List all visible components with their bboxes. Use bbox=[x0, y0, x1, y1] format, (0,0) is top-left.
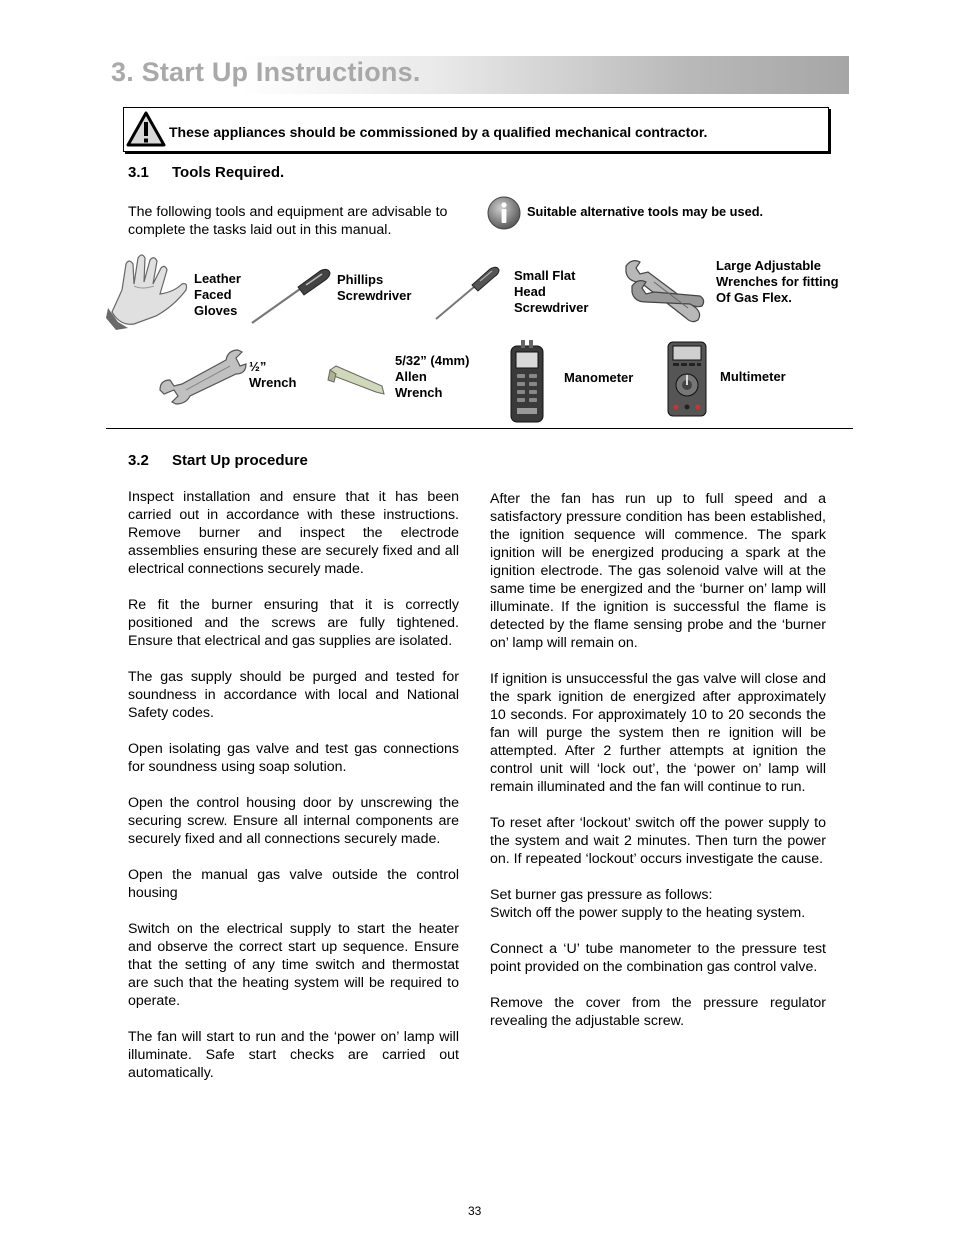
tools-heading-number: 3.1 bbox=[128, 164, 149, 181]
open-wrench-icon bbox=[156, 344, 246, 411]
page-number: 33 bbox=[468, 1204, 482, 1218]
phillips-screwdriver-icon bbox=[248, 265, 332, 332]
tool-label-phillips: Phillips Screwdriver bbox=[337, 272, 412, 303]
tool-label-adjustable-wrench: Large Adjustable Wrenches for fitting Of Gas Flex. bbox=[716, 258, 839, 305]
procedure-heading-number: 3.2 bbox=[128, 452, 149, 469]
procedure-paragraph: Open isolating gas valve and test gas connections for soundness using soap solution. bbox=[128, 741, 459, 775]
procedure-heading-text: Start Up procedure bbox=[172, 452, 308, 469]
procedure-right-column bbox=[490, 490, 826, 1048]
tool-label-multimeter: Multimeter bbox=[720, 369, 786, 384]
tools-heading bbox=[128, 164, 284, 181]
procedure-paragraph: If ignition is unsuccessful the gas valve will close and the spark ignition de energized after approximately 10 seconds. For approximately 10 to 20 seconds the fan will purge the system then re ignition will be attempted. After 2 further attempts at ignition the control unit will ‘lock out’, the ‘power on’ lamp will remain illuminated and the fan will continue to run. bbox=[490, 671, 826, 795]
procedure-paragraph: Open the manual gas valve outside the control housing bbox=[128, 867, 459, 901]
tools-intro: The following tools and equipment are advisable to complete the tasks laid out in this manual. bbox=[128, 204, 448, 238]
multimeter-icon bbox=[667, 341, 707, 422]
procedure-left-column bbox=[128, 488, 459, 1100]
section-divider bbox=[106, 428, 853, 429]
procedure-paragraph: Inspect installation and ensure that it has been carried out in accordance with these instructions. Remove burner and inspect the electrode assemblies ensuring these are securely fixed and all electrical connections securely made. bbox=[128, 489, 459, 577]
procedure-heading bbox=[128, 452, 308, 469]
info-text: Suitable alternative tools may be used. bbox=[527, 204, 764, 219]
tool-label-open-wrench: ½” Wrench bbox=[249, 359, 297, 390]
tool-label-flat-screwdriver: Small Flat Head Screwdriver bbox=[514, 268, 589, 315]
procedure-paragraph: Remove the cover from the pressure regulator revealing the adjustable screw. bbox=[490, 995, 826, 1029]
manometer-icon bbox=[509, 340, 545, 429]
warning-triangle-icon bbox=[126, 111, 166, 147]
tools-heading-text: Tools Required. bbox=[172, 164, 285, 181]
procedure-paragraph: Connect a ‘U’ tube manometer to the pressure test point provided on the combination gas control valve. bbox=[490, 941, 826, 975]
procedure-paragraph: Re fit the burner ensuring that it is correctly positioned and the screws are fully tightened. Ensure that electrical and gas supplies are isolated. bbox=[128, 597, 459, 649]
tool-label-gloves: Leather Faced Gloves bbox=[194, 271, 241, 318]
procedure-paragraph: To reset after ‘lockout’ switch off the power supply to the system and wait 2 minutes. Then turn the power on. If repeated ‘lockout’ occurs investigate the cause. bbox=[490, 815, 826, 867]
procedure-paragraph: Open the control housing door by unscrewing the securing screw. Ensure all internal components are securely fixed and all connections securely made. bbox=[128, 795, 459, 847]
info-icon bbox=[487, 196, 521, 230]
tool-label-allen-wrench: 5/32” (4mm) Allen Wrench bbox=[395, 353, 470, 400]
glove-icon bbox=[104, 250, 190, 335]
flat-screwdriver-icon bbox=[432, 263, 502, 328]
procedure-paragraph: After the fan has run up to full speed and a satisfactory pressure condition has been established, the ignition sequence will commence. The spark ignition will be energized producing a spark at the ignition electrode. The gas solenoid valve will at the same time be energized and the ‘burner on’ lamp will illuminate. If the ignition is successful the flame is detected by the flame sensing probe and the ‘burner on’ lamp will remain on. bbox=[490, 491, 826, 651]
section-title: 3. Start Up Instructions. bbox=[111, 57, 421, 87]
procedure-paragraph: The gas supply should be purged and tested for soundness in accordance with local and National Safety codes. bbox=[128, 669, 459, 721]
allen-wrench-icon bbox=[326, 362, 388, 401]
procedure-paragraph: Set burner gas pressure as follows: Switch off the power supply to the heating system. bbox=[490, 887, 806, 921]
procedure-paragraph: Switch on the electrical supply to start the heater and observe the correct start up sequence. Ensure that the setting of any time switch and thermostat are such that the heating system will be required to operate. bbox=[128, 921, 459, 1009]
tool-label-manometer: Manometer bbox=[564, 370, 634, 385]
warning-text: These appliances should be commissioned by a qualified mechanical contractor. bbox=[169, 124, 708, 140]
procedure-paragraph: The fan will start to run and the ‘power on’ lamp will illuminate. Safe start checks are carried out automatically. bbox=[128, 1029, 459, 1081]
adjustable-wrench-icon bbox=[618, 256, 710, 331]
